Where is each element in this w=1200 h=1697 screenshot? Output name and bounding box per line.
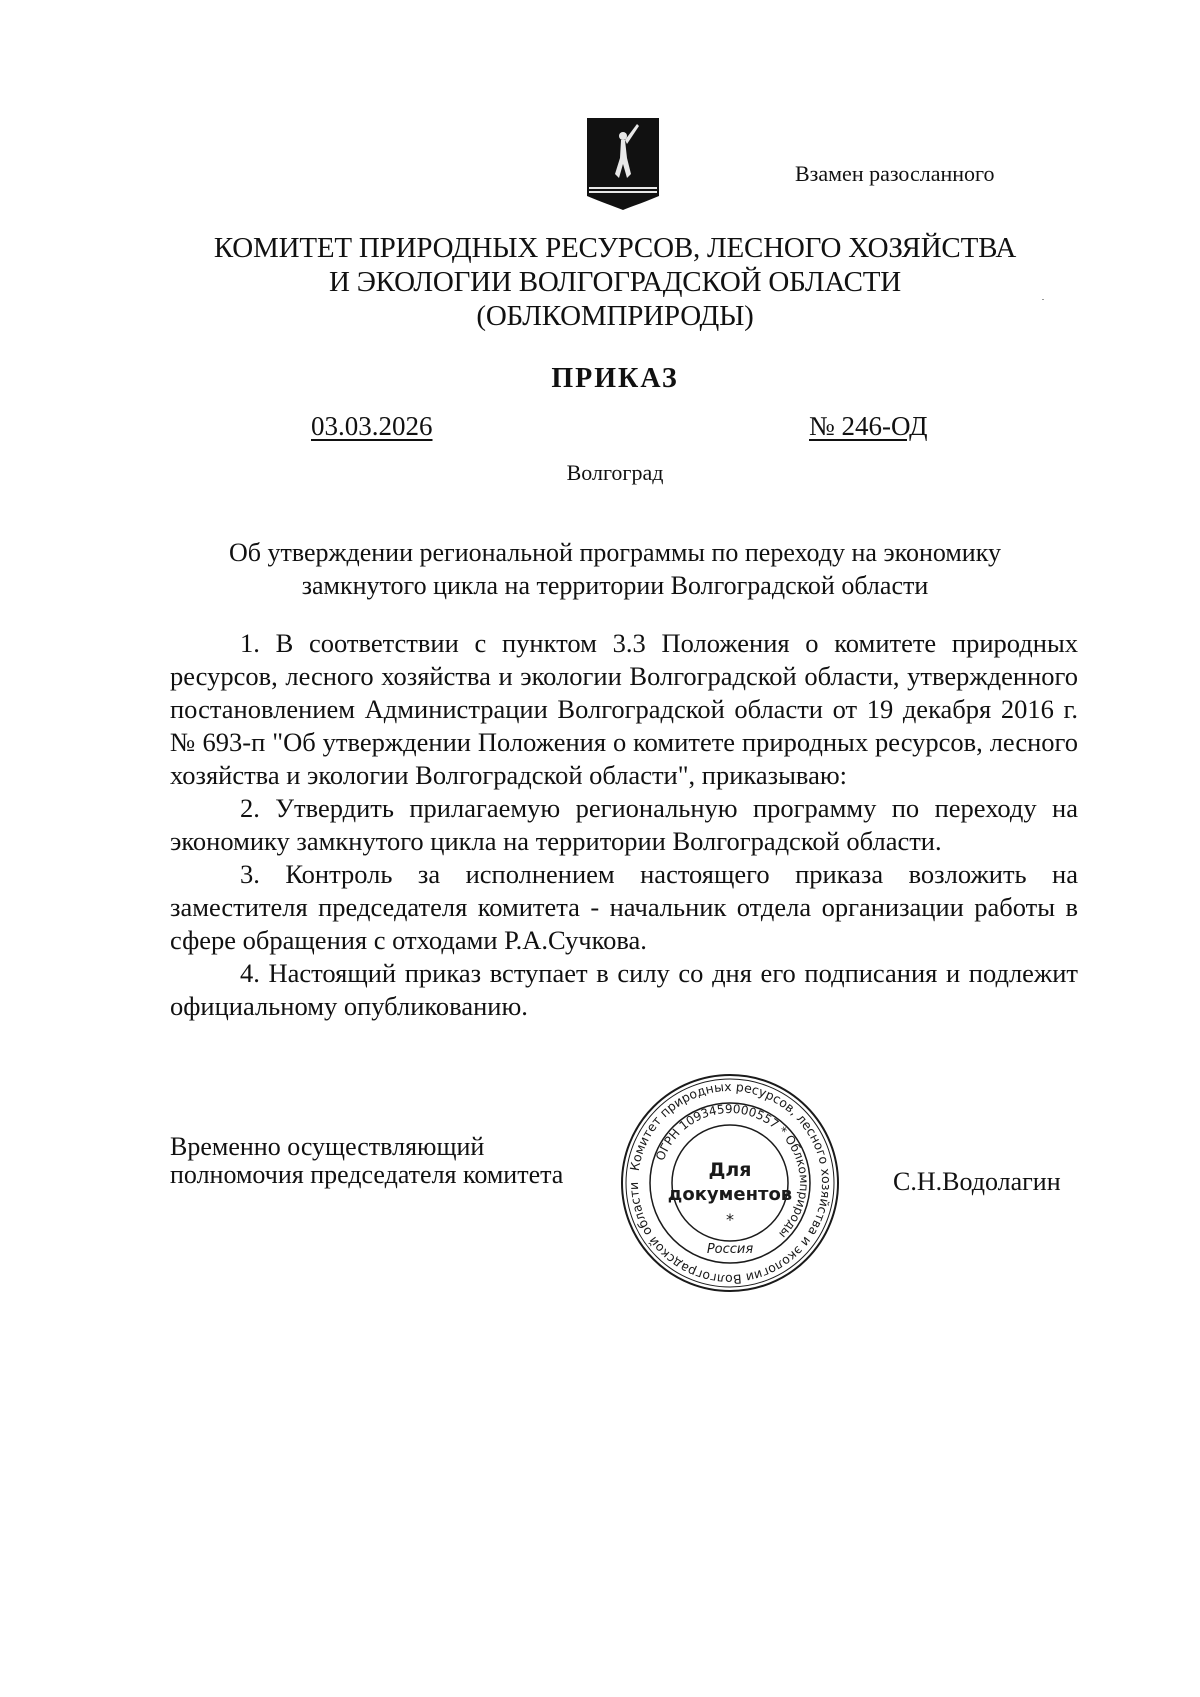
signatory-position — [170, 1133, 563, 1189]
organization-line: КОМИТЕТ ПРИРОДНЫХ РЕСУРСОВ, ЛЕСНОГО ХОЗЯЙСТВА — [213, 232, 1017, 264]
order-city: Волгоград — [566, 460, 664, 485]
paragraph-4: 4. Настоящий приказ вступает в силу со дня его подписания и подлежит официальному опубликованию. — [170, 958, 1078, 1021]
stamp-center-line: документов — [667, 1184, 793, 1205]
scan-artifact — [1042, 299, 1044, 300]
organization-line: И ЭКОЛОГИИ ВОЛГОГРАДСКОЙ ОБЛАСТИ — [328, 266, 902, 298]
paragraph-1: 1. В соответствии с пунктом 3.3 Положения о комитете природных ресурсов, лесного хозяйства и экологии Волгоградской области, утвержденного постановлением Администрации Волгоградской области от 19 декабря 2016 г. № 693-п "Об утверждении Положения о комитете природных ресурсов, лесного хозяйства и экологии Волгоградской области", приказываю: — [170, 628, 1078, 790]
organization-line: (ОБЛКОМПРИРОДЫ) — [476, 300, 754, 332]
stamp-outer-text: Комитет природных ресурсов, лесного хозяйства и экологии Волгоградской области — [625, 1078, 835, 1288]
order-subject — [160, 536, 1070, 602]
paragraph-3: 3. Контроль за исполнением настоящего приказа возложить на заместителя председателя комитета - начальник отдела организации работы в сфере обращения с отходами Р.А.Сучкова. — [170, 859, 1078, 955]
coat-of-arms-icon — [585, 118, 661, 214]
stamp-inner-text: ОГРН 1093459000557 * Облкомприроды — [653, 1101, 812, 1242]
paragraph-2: 2. Утвердить прилагаемую региональную программу по переходу на экономику замкнутого цикла на территории Волгоградской области. — [170, 793, 1078, 856]
position-line: Временно осуществляющий — [170, 1132, 485, 1161]
stamp-star-icon: * — [726, 1210, 734, 1229]
stamp-center-line: Для — [708, 1159, 752, 1181]
subject-line: замкнутого цикла на территории Волгоградской области — [301, 571, 929, 600]
order-body — [170, 627, 1078, 1023]
document-title: ПРИКАЗ — [551, 363, 679, 394]
order-number: № 246-ОД — [809, 411, 928, 441]
official-stamp — [617, 1070, 843, 1296]
replacement-note: Взамен разосланного — [795, 161, 995, 186]
subject-line: Об утверждении региональной программы по переходу на экономику — [229, 538, 1001, 567]
position-line: полномочия председателя комитета — [170, 1160, 564, 1189]
signatory-name: С.Н.Водолагин — [893, 1167, 1061, 1196]
stamp-bottom-text: Россия — [706, 1242, 754, 1257]
organization-name — [160, 231, 1070, 333]
order-date: 03.03.2026 — [311, 411, 433, 441]
